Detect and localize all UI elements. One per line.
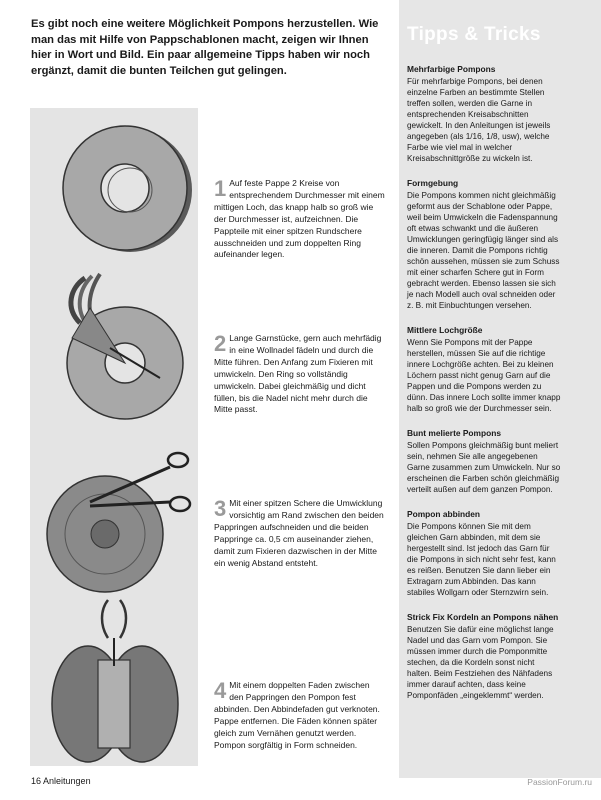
tip-heading: Pompon abbinden [407,509,481,519]
tip-item [407,612,561,701]
step-text: Lange Garnstücke, gern auch mehrfädig in eine Wollnadel fädeln und durch die Mitte führen. Den Anfang zum Fixieren mit umwickeln. Den Ring so vollständig umwickeln. Dabei gleichmäßig und dicht füllen, bis die Nadel nicht mehr durch die Mitte passt. [214,333,382,415]
step-number: 2 [214,331,227,356]
tip-heading: Strick Fix Kordeln an Pompons nähen [407,612,559,622]
tip-item [407,509,561,598]
intro-text: Es gibt noch eine weitere Möglichkeit Pompons herzustellen. Wie man das mit Hilfe von Pappschablonen macht, zeigen wir Ihnen hier in Wort und Bild. Ein paar allgemeine Tipps haben wir noch ergänzt, damit die bunten Teilchen gut gelingen. [31,18,379,77]
sidebar-title: Tipps & Tricks [407,24,541,45]
section-label: Anleitungen [43,776,91,786]
step-3 [214,498,386,569]
step-text: Auf feste Pappe 2 Kreise von entsprechendem Durchmesser mit einem mittigen Loch, das knapp halb so groß wie der Durchmesser ist, aufzeichnen. Die Pappteile mit einer spitzen Rundschere ausschneiden und zum doppelten Ring aufeinander legen. [214,178,385,260]
tip-heading: Formgebung [407,178,459,188]
tip-item [407,325,561,414]
illustration-tying-off [30,596,198,766]
tip-text: Für mehrfarbige Pompons, bei denen einzelne Farben an bestimmte Stellen treffen sollen, werden die Garne in entsprechenden Kreisabschnitten gewickelt. In den Anleitungen ist jeweils angegeben (als 1/16, 1/8, usw), welche Farbe wie viel mal in welcher Kreisabschnittgröße zu wickeln ist. [407,77,551,163]
step-2 [214,333,386,416]
illustration-wrapping-yarn [30,268,198,432]
page-footer [31,776,91,786]
step-4 [214,680,386,751]
tip-item [407,178,561,311]
tip-text: Sollen Pompons gleichmäßig bunt meliert sein, nehmen Sie alle angegebenen Garne zusammen zum Umwickeln. Nur so erscheinen die Farben schön gleichmäßig verteilt außen auf dem ganzen Pompon. [407,441,561,494]
illustration-cardboard-rings [30,108,198,268]
tips-list [407,64,561,715]
step-text: Mit einem doppelten Faden zwischen den Pappringen den Pompon fest abbinden. Den Abbindefaden gut verknoten. Pappe entfernen. Die Fäden können später gleich zum Vernähen genutzt werden. Pompon sorgfältig in Form schneiden. [214,680,380,750]
tip-heading: Mittlere Lochgröße [407,325,483,335]
tip-text: Die Pompons kommen nicht gleichmäßig geformt aus der Schablone oder Pappe, weil beim Umwickeln die Fadenspannung oft etwas schwankt und die äußeren Umwicklungen geringfügig länger sind als die inneren. Damit die Pompons richtig schön aussehen, müssen sie zum Schuss mit einer scharfen Schere gut in Form gebracht werden. Ebenso lassen sie sich je nach Modell auch oval schneiden oder z. B. mit Einbuchtungen versehen. [407,191,560,310]
tip-item [407,64,561,164]
step-number: 4 [214,678,227,703]
tip-text: Benutzen Sie dafür eine möglichst lange Nadel und das Garn vom Pompon. Sie müssen immer durch die Pomponmitte stechen, da die Kordeln sonst nicht halten. Beim Festziehen des Nähfadens immer darauf achten, dass keine Pomponfäden „eingeklemmt“ werden. [407,625,554,700]
step-1 [214,178,386,261]
tip-text: Wenn Sie Pompons mit der Pappe herstellen, müssen Sie auf die richtige innere Lochgröße achten. Bei zu kleinen Löchern passt nicht genug Garn auf die Pappen und die Pompons werden zu dünn. Das innere Loch sollte immer knapp halb so groß wie der Durchmesser sein. [407,338,561,413]
step-number: 3 [214,496,227,521]
page-number: 16 [31,776,42,786]
tips-sidebar [399,0,601,778]
tip-heading: Bunt melierte Pompons [407,428,501,438]
illustration-cutting-scissors [30,432,198,596]
tip-item [407,428,561,495]
tip-text: Die Pompons können Sie mit dem gleichen Garn abbinden, mit dem sie hergestellt sind. Ist jedoch das Garn für die Pompons in sich nicht sehr fest, kann es reißen. Benutzen Sie dann lieber ein Extragarn zum Abbinden. Das kann stabiles Wollgarn oder Sternzwirn sein. [407,522,556,597]
step-number: 1 [214,176,227,201]
step-text: Mit einer spitzen Schere die Umwicklung vorsichtig am Rand zwischen den beiden Pappringen aufschneiden und die beiden Pappringe ca. 0,5 cm auseinander ziehen, damit zum Fixieren dazwischen in der Mitte ein wenig Abstand entsteht. [214,498,384,568]
source-credit: PassionForum.ru [527,777,592,787]
tip-heading: Mehrfarbige Pompons [407,64,496,74]
